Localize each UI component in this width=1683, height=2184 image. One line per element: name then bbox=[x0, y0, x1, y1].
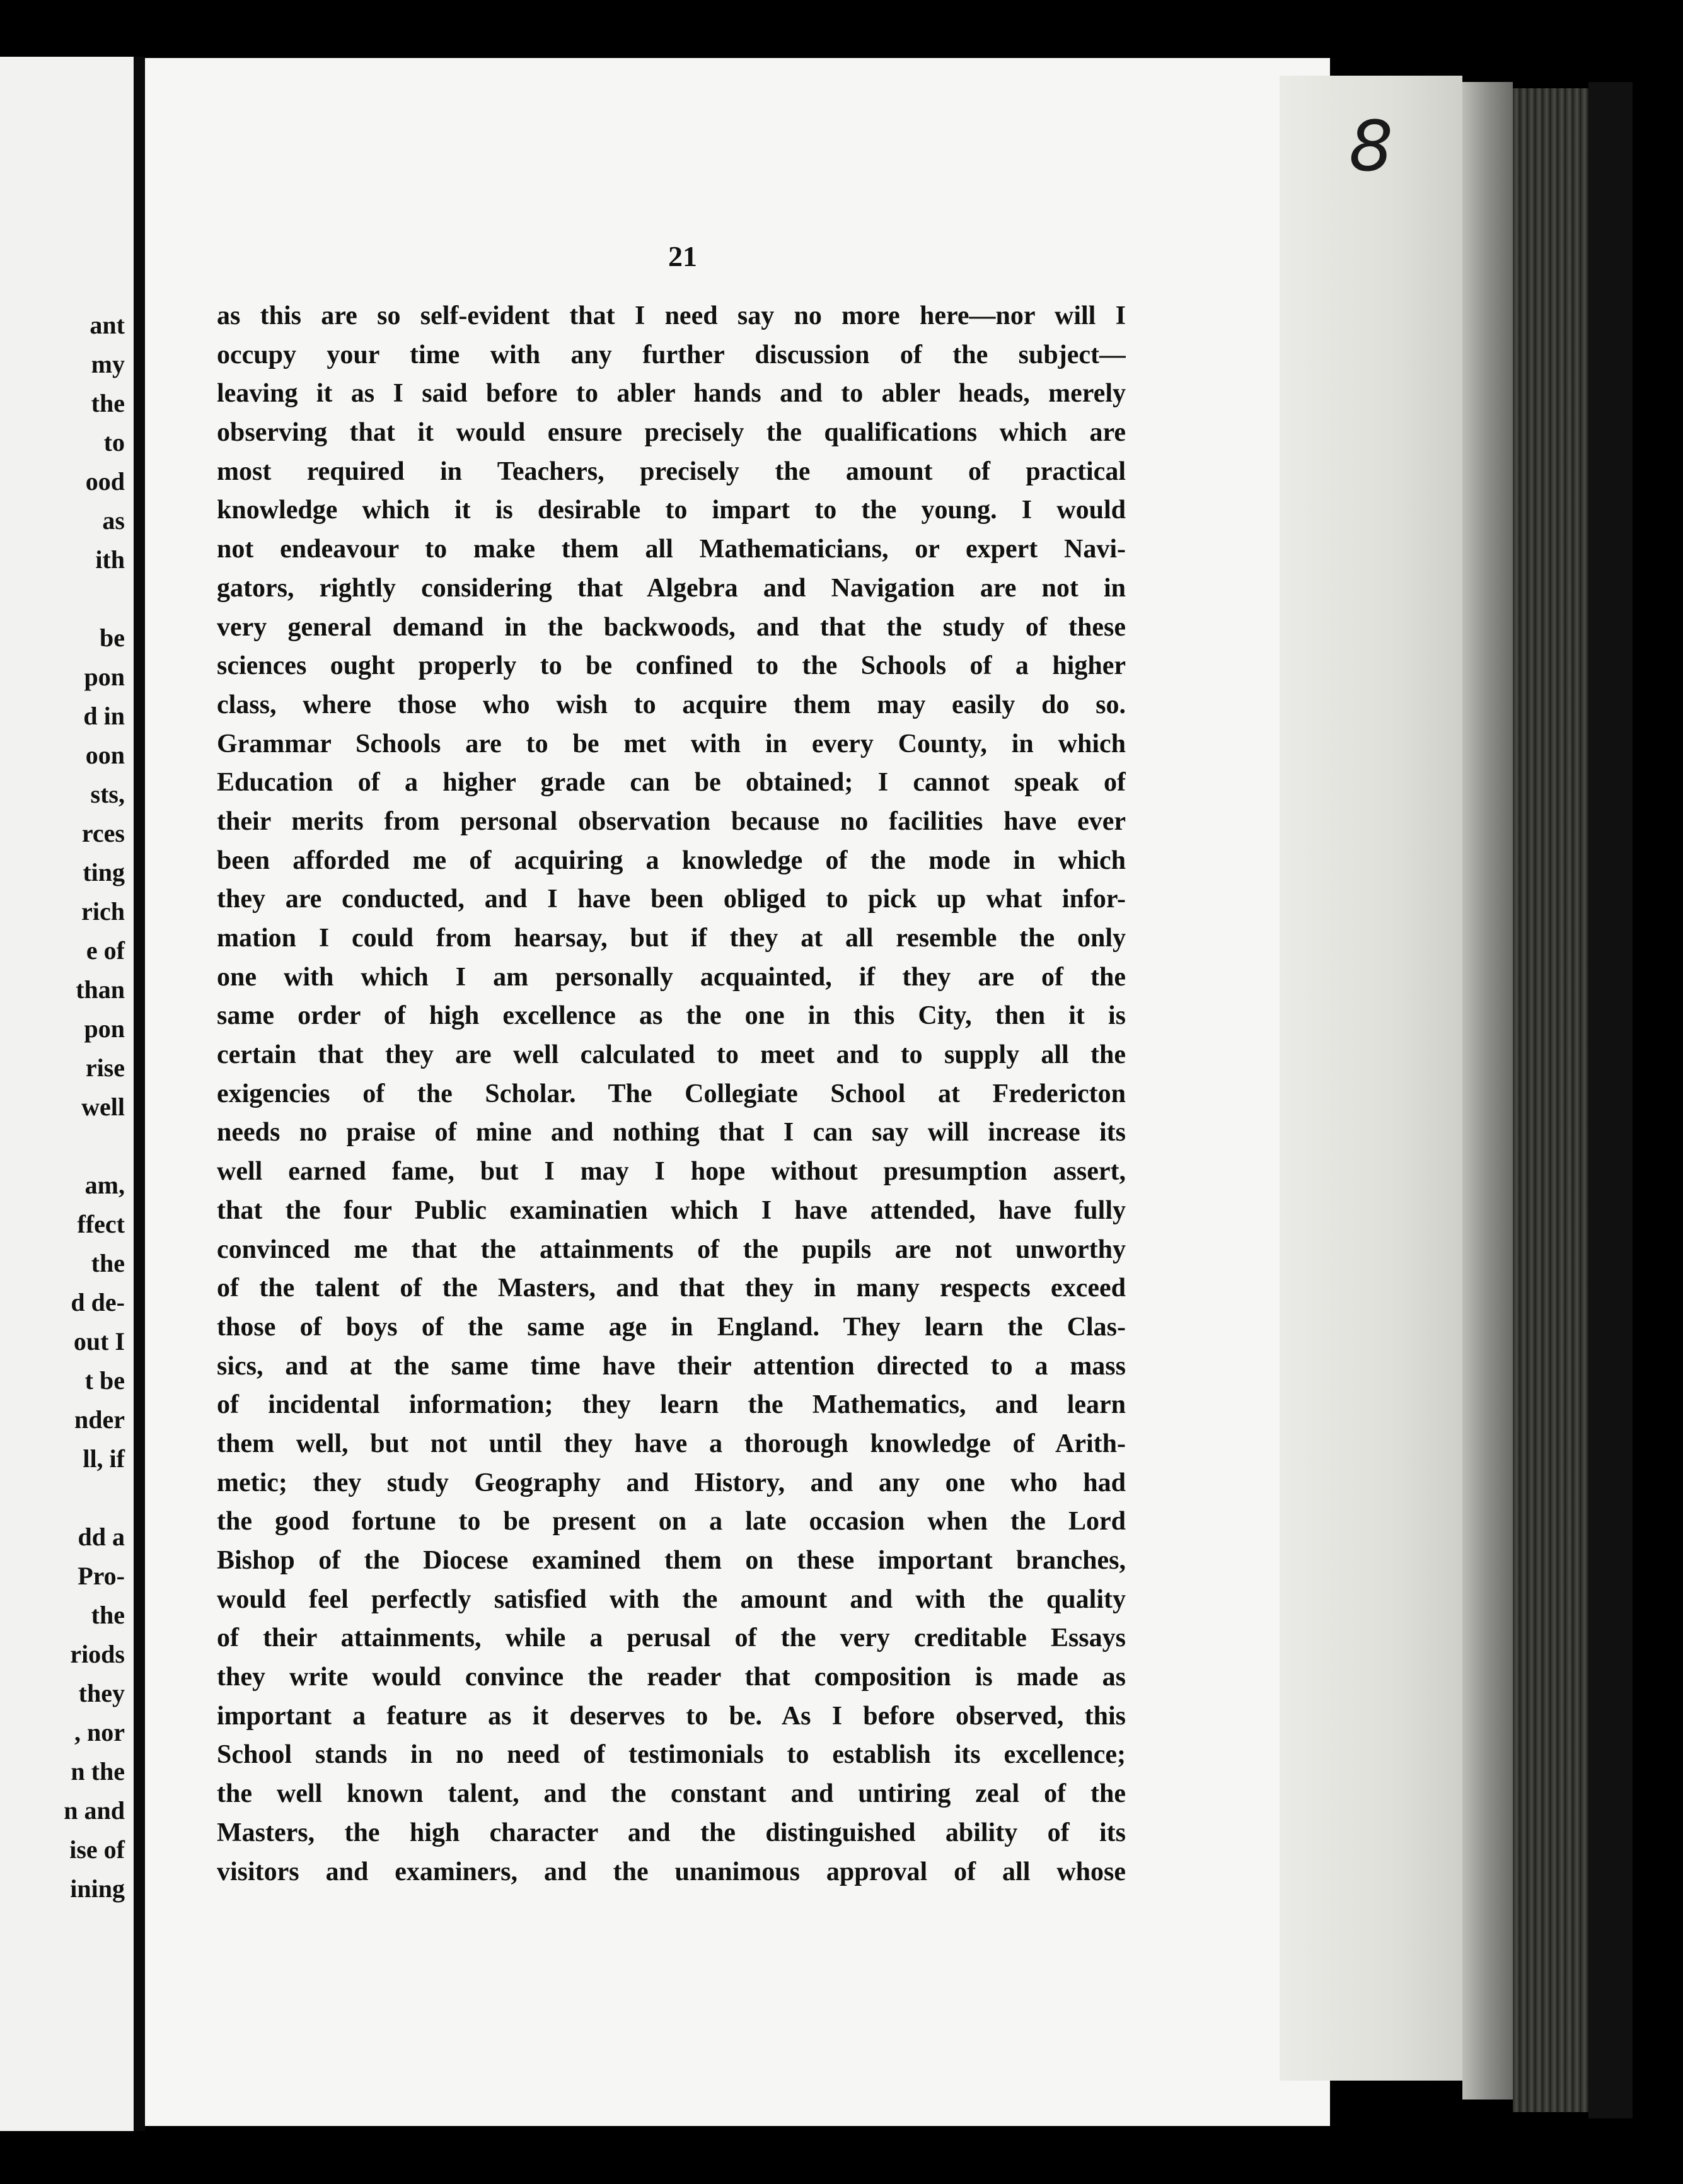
text-line: them well, but not until they have a thorough knowledge of Arith- bbox=[217, 1429, 1126, 1458]
text-line: would feel perfectly satisfied with the amount and with the quality bbox=[217, 1584, 1126, 1614]
text-line: their merits from personal observation because no facilities have ever bbox=[217, 806, 1126, 836]
left-page-line-fragment: as bbox=[102, 506, 125, 535]
left-page-line-fragment: ith bbox=[95, 545, 125, 574]
left-page-line-fragment: ll, if bbox=[83, 1444, 125, 1473]
text-line: gators, rightly considering that Algebra and Navigation are not in bbox=[217, 573, 1126, 603]
text-line: same order of high excellence as the one in this City, then it is bbox=[217, 1001, 1126, 1031]
left-page-line-fragment: d in bbox=[83, 702, 125, 730]
page-edge-flap bbox=[1280, 76, 1462, 2081]
text-line: Bishop of the Diocese examined them on these important branches, bbox=[217, 1546, 1126, 1575]
left-page-line-fragment: dd a bbox=[78, 1523, 125, 1551]
text-line: been afforded me of acquiring a knowledge of the mode in which bbox=[217, 845, 1126, 875]
left-page-line-fragment bbox=[64, 1127, 125, 1166]
text-line: of the talent of the Masters, and that they in many respects exceed bbox=[217, 1274, 1126, 1303]
left-page-line-fragment bbox=[64, 1478, 125, 1518]
text-line: they write would convince the reader that composition is made as bbox=[217, 1663, 1126, 1692]
left-facing-page bbox=[0, 57, 134, 2131]
handwritten-corner-mark: 8 bbox=[1349, 106, 1393, 187]
text-line: exigencies of the Scholar. The Collegiate School at Fredericton bbox=[217, 1079, 1126, 1108]
text-line: not endeavour to make them all Mathematicians, or expert Navi- bbox=[217, 535, 1126, 564]
left-page-line-fragment: e of bbox=[86, 936, 125, 965]
text-line: the good fortune to be present on a late occasion when the Lord bbox=[217, 1507, 1126, 1536]
text-line: those of boys of the same age in England. They learn the Clas- bbox=[217, 1312, 1126, 1342]
left-page-line-fragment: pon bbox=[84, 663, 125, 691]
left-page-line-fragment: n and bbox=[64, 1796, 125, 1825]
left-page-line-fragment: out I bbox=[73, 1327, 125, 1356]
left-page-line-fragment: ise of bbox=[69, 1835, 125, 1864]
left-page-line-fragment: than bbox=[76, 975, 125, 1004]
text-line: leaving it as I said before to abler hands and to abler heads, merely bbox=[217, 379, 1126, 409]
text-line: sics, and at the same time have their attention directed to a mass bbox=[217, 1351, 1126, 1381]
left-page-line-fragment: rise bbox=[85, 1054, 125, 1082]
left-page-line-fragment: they bbox=[78, 1679, 125, 1707]
left-page-line-fragment: to bbox=[103, 428, 125, 456]
left-page-line-fragment: ting bbox=[83, 858, 125, 886]
left-page-line-fragment: riods bbox=[70, 1640, 125, 1668]
left-page-line-fragment: Pro- bbox=[78, 1562, 125, 1590]
left-page-line-fragment: ant bbox=[90, 311, 125, 339]
left-page-line-fragment: rich bbox=[81, 897, 125, 926]
left-page-line-fragment: ood bbox=[85, 467, 125, 496]
left-page-line-fragment: the bbox=[91, 1249, 125, 1277]
text-line: observing that it would ensure precisely the qualifications which are bbox=[217, 418, 1126, 448]
text-line: knowledge which it is desirable to impart to the young. I would bbox=[217, 496, 1126, 525]
left-page-line-fragment: the bbox=[91, 1601, 125, 1629]
text-line: School stands in no need of testimonials to establish its excellence; bbox=[217, 1740, 1126, 1770]
text-line: of their attainments, while a perusal of the very creditable Essays bbox=[217, 1623, 1126, 1653]
left-page-line-fragment: d de- bbox=[71, 1288, 125, 1316]
text-line: that the four Public examinatien which I have attended, have fully bbox=[217, 1195, 1126, 1225]
left-page-line-fragment: oon bbox=[85, 741, 125, 769]
left-page-line-fragment: ffect bbox=[77, 1210, 125, 1238]
book-gutter bbox=[134, 57, 145, 2131]
left-page-line-fragment: my bbox=[91, 350, 125, 378]
text-line: the well known talent, and the constant and untiring zeal of the bbox=[217, 1779, 1126, 1809]
left-page-line-fragment: ining bbox=[70, 1874, 125, 1903]
left-page-line-fragment: pon bbox=[84, 1014, 125, 1043]
text-line: metic; they study Geography and History, and any one who had bbox=[217, 1468, 1126, 1497]
text-line: they are conducted, and I have been obliged to pick up what infor- bbox=[217, 885, 1126, 914]
left-page-line-fragment: am, bbox=[84, 1171, 125, 1199]
text-line: well earned fame, but I may I hope without presumption assert, bbox=[217, 1157, 1126, 1187]
text-line: mation I could from hearsay, but if they at all resemble the only bbox=[217, 924, 1126, 953]
left-page-line-fragment bbox=[64, 579, 125, 619]
body-text bbox=[217, 297, 1126, 1891]
text-line: Masters, the high character and the distinguished ability of its bbox=[217, 1818, 1126, 1847]
text-line: important a feature as it deserves to be. As I before observed, this bbox=[217, 1701, 1126, 1731]
text-line: occupy your time with any further discussion of the subject— bbox=[217, 340, 1126, 369]
left-page-line-fragment: , nor bbox=[74, 1718, 125, 1746]
left-page-line-fragment: t be bbox=[84, 1366, 125, 1395]
left-page-line-fragment: well bbox=[81, 1093, 125, 1121]
text-line: class, where those who wish to acquire them may easily do so. bbox=[217, 690, 1126, 719]
left-page-line-fragment: the bbox=[91, 389, 125, 417]
text-line: very general demand in the backwoods, and that the study of these bbox=[217, 612, 1126, 642]
text-line: most required in Teachers, precisely the amount of practical bbox=[217, 456, 1126, 486]
text-line: Education of a higher grade can be obtained; I cannot speak of bbox=[217, 768, 1126, 798]
text-line: sciences ought properly to be confined to the Schools of a higher bbox=[217, 651, 1126, 681]
left-page-line-fragment: rces bbox=[81, 819, 125, 847]
left-page-text-fragments bbox=[64, 306, 125, 1908]
left-page-line-fragment: n the bbox=[71, 1757, 125, 1786]
text-line: as this are so self-evident that I need say no more here—nor will I bbox=[217, 301, 1126, 330]
text-line: of incidental information; they learn the Mathematics, and learn bbox=[217, 1390, 1126, 1420]
left-page-line-fragment: nder bbox=[74, 1405, 125, 1434]
text-line: convinced me that the attainments of the pupils are not unworthy bbox=[217, 1234, 1126, 1264]
text-line: one with which I am personally acquainted, if they are of the bbox=[217, 962, 1126, 992]
left-page-line-fragment: sts, bbox=[90, 780, 125, 808]
text-line: Grammar Schools are to be met with in every County, in which bbox=[217, 729, 1126, 758]
book-cover-edge bbox=[1588, 82, 1633, 2118]
left-page-line-fragment: be bbox=[100, 624, 125, 652]
page-number: 21 bbox=[668, 240, 697, 272]
page-stack-edge bbox=[1462, 82, 1513, 2100]
text-line: certain that they are well calculated to meet and to supply all the bbox=[217, 1040, 1126, 1070]
text-line: visitors and examiners, and the unanimous approval of all whose bbox=[217, 1857, 1126, 1886]
text-line: needs no praise of mine and nothing that I can say will increase its bbox=[217, 1118, 1126, 1147]
page-stack-edge-dark bbox=[1513, 88, 1588, 2112]
